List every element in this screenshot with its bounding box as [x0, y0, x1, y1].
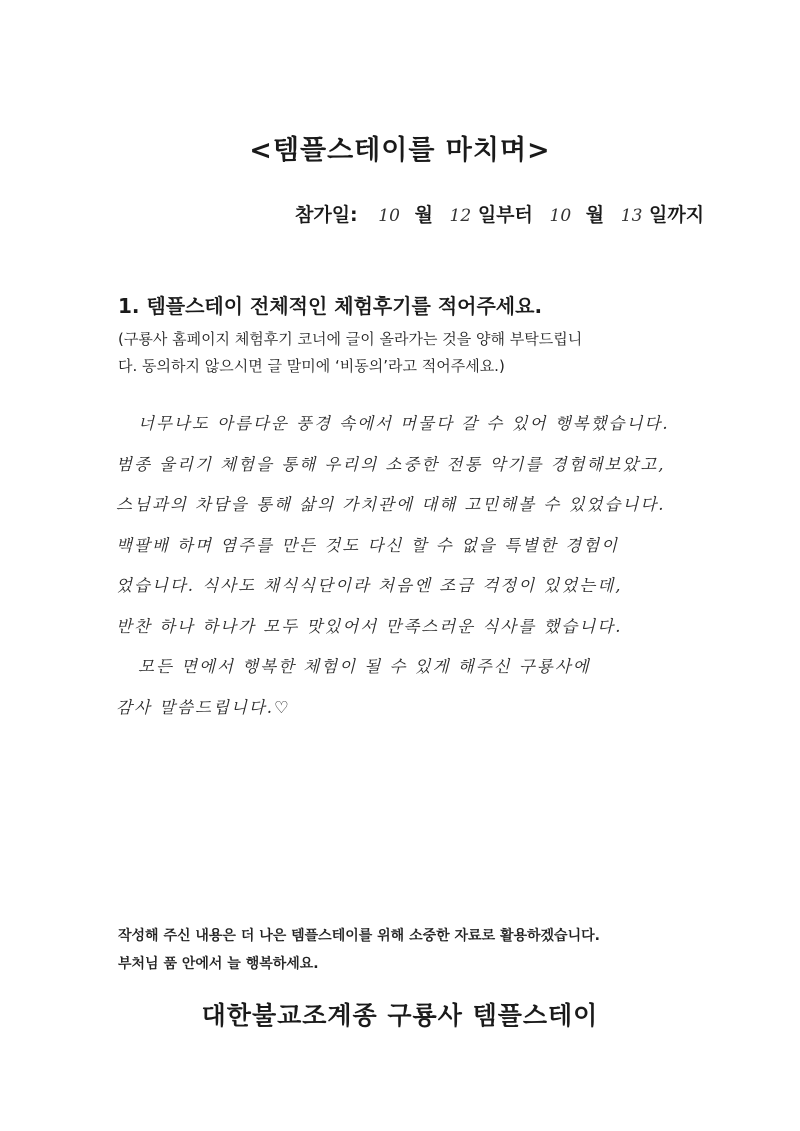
start-month-unit: 월	[414, 204, 433, 226]
answer-line: 백팔배 하며 염주를 만든 것도 다신 할 수 없을 특별한 경험이	[116, 535, 619, 555]
footer-line: 작성해 주신 내용은 더 나은 템플스테이를 위해 소중한 자료로 활용하겠습니다.	[118, 928, 600, 944]
question-note-line: 다. 동의하지 않으시면 글 말미에 ‘비동의’라고 적어주세요.)	[118, 357, 505, 375]
start-day-value: 12	[449, 206, 472, 226]
handwritten-answer	[116, 404, 736, 728]
answer-line: 스님과의 차담을 통해 삶의 가치관에 대해 고민해볼 수 있었습니다.	[116, 495, 666, 514]
answer-line: 모든 면에서 행복한 체험이 될 수 있게 해주신 구룡사에	[138, 657, 591, 676]
end-month-unit: 월	[585, 204, 605, 226]
answer-line: 었습니다. 식사도 채식식단이라 처음엔 조금 걱정이 있었는데,	[116, 576, 623, 595]
question-heading: 1. 템플스테이 전체적인 체험후기를 적어주세요.	[118, 294, 543, 318]
end-day-value: 13	[620, 206, 643, 226]
end-month-value: 10	[549, 206, 572, 226]
question-note-line: (구룡사 홈페이지 체험후기 코너에 글이 올라가는 것을 양해 부탁드립니	[118, 330, 583, 348]
page-title: <템플스테이를 마치며>	[249, 135, 551, 166]
from-text: 일부터	[477, 204, 533, 226]
footer-note	[118, 922, 718, 978]
answer-line: 감사 말씀드립니다.♡	[116, 697, 291, 717]
footer-line: 부처님 품 안에서 늘 행복하세요.	[118, 956, 319, 972]
temple-name: 대한불교조계종 구룡사 템플스테이	[201, 1001, 599, 1030]
question-note	[118, 326, 718, 380]
to-text: 일까지	[649, 204, 705, 226]
answer-line: 너무나도 아름다운 풍경 속에서 머물다 갈 수 있어 행복했습니다.	[138, 414, 670, 433]
answer-line: 범종 울리기 체험을 통해 우리의 소중한 전통 악기를 경험해보았고,	[116, 454, 666, 474]
start-month-value: 10	[378, 206, 400, 226]
participation-dates	[295, 200, 715, 227]
participation-label: 참가일:	[295, 204, 358, 226]
answer-line: 반찬 하나 하나가 모두 맛있어서 만족스러운 식사를 했습니다.	[116, 616, 623, 636]
